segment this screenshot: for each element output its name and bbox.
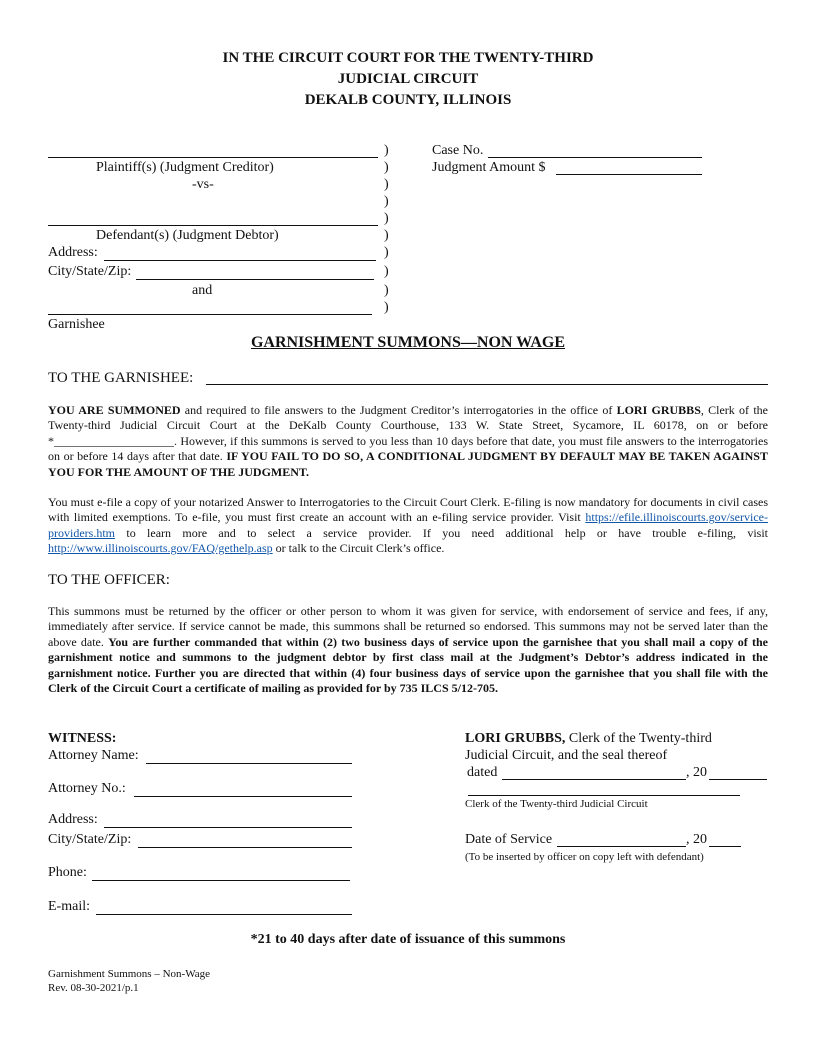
attorney-name-line[interactable] — [146, 763, 352, 764]
court-header-line-2: JUDICIAL CIRCUIT — [337, 71, 479, 87]
plaintiff-label: Plaintiff(s) (Judgment Creditor) — [96, 160, 274, 175]
caption-paren: ) — [384, 160, 389, 175]
vs-label: -vs- — [192, 177, 214, 192]
email-line[interactable] — [96, 914, 352, 915]
witness-city-label: City/State/Zip: — [48, 832, 132, 847]
efile-providers-link[interactable]: https://efile.illinoiscourts.gov/service-providers.htm — [48, 510, 768, 540]
defendant-name-line[interactable] — [48, 225, 378, 226]
caption-paren: ) — [384, 245, 389, 260]
defendant-city-line[interactable] — [136, 279, 374, 280]
caption-paren: ) — [384, 194, 389, 209]
defendant-address-label: Address: — [48, 245, 98, 260]
defendant-city-label: City/State/Zip: — [48, 264, 132, 279]
to-officer-label: TO THE OFFICER: — [48, 572, 170, 588]
case-no-line[interactable] — [488, 157, 702, 158]
defendant-label: Defendant(s) (Judgment Debtor) — [96, 228, 279, 243]
caption-paren: ) — [384, 143, 389, 158]
clerk-seal-line: Judicial Circuit, and the seal thereof — [465, 748, 668, 763]
case-no-label: Case No. — [432, 143, 484, 158]
email-label: E-mail: — [48, 899, 90, 914]
witness-address-label: Address: — [48, 812, 98, 827]
witness-label: WITNESS: — [48, 731, 117, 746]
attorney-no-label: Attorney No.: — [48, 781, 126, 796]
judgment-amount-line[interactable] — [556, 174, 702, 175]
garnishee-line[interactable] — [206, 384, 768, 385]
caption-paren: ) — [384, 177, 389, 192]
defendant-address-line[interactable] — [104, 260, 376, 261]
dated-year-line[interactable] — [709, 779, 767, 780]
summons-paragraph: YOU ARE SUMMONED and required to file answers to the Judgment Creditor’s interrogatories in the office of LORI GRUBBS, Clerk of the Twenty-third Judicial Circuit Court at the DeKalb County Courthouse, 133 W. State Street, Sycamore, IL 60178, on or before *____________________. However, if this summons is served to you less than 10 days before that date, you must file answers to the interrogatories on or before 14 days after that date. IF YOU FAIL TO DO SO, A CONDITIONAL JUDGMENT BY DEFAULT MAY BE TAKEN AGAINST YOU FOR THE AMOUNT OF THE JUDGMENT. — [48, 403, 768, 479]
clerk-signature-line[interactable] — [468, 795, 740, 796]
garnishee-name-line[interactable] — [48, 314, 372, 315]
service-year-line[interactable] — [709, 846, 741, 847]
clerk-signature-caption: Clerk of the Twenty-third Judicial Circuit — [465, 798, 648, 810]
dated-year-label: , 20 — [686, 765, 707, 780]
officer-paragraph: This summons must be returned by the officer or other person to whom it was given for service, with endorsement of service and fees, if any, immediately after service. If service cannot be made, this summons shall be returned so endorsed. This summons may not be served later than the above date. You are further commanded that within (2) two business days of service upon the garnishee that you shall mail a copy of the garnishment notice and summons to the judgment debtor by first class mail at the Judgment’s Debtor’s address indicated in the garnishment notice. Further you are directed that within (4) four business days of service upon the garnishee that you shall file with the Clerk of the Circuit Court a certificate of mailing as provided for by 735 ILCS 5/12-705. — [48, 604, 768, 696]
efile-paragraph: You must e-file a copy of your notarized Answer to Interrogatories to the Circuit Court Clerk. E-filing is now mandatory for documents in civil cases with limited exemptions. To e-file, you must first create an account with an e-filing service provider. Visit https://efile.illinoiscourts.gov/service-providers.htm to learn more and to select a service provider. If you need additional help or have trouble e-filing, visit http://www.illinoiscourts.gov/FAQ/gethelp.asp or talk to the Circuit Clerk’s office. — [48, 495, 768, 556]
court-header-line-1: IN THE CIRCUIT COURT FOR THE TWENTY-THIRD — [222, 50, 594, 66]
attorney-name-label: Attorney Name: — [48, 748, 139, 763]
date-of-service-line[interactable] — [557, 846, 686, 847]
garnishee-label: Garnishee — [48, 317, 105, 332]
officer-note: (To be inserted by officer on copy left with defendant) — [465, 851, 704, 863]
and-label: and — [192, 283, 213, 298]
witness-city-line[interactable] — [138, 847, 352, 848]
judgment-amount-label: Judgment Amount $ — [432, 160, 546, 175]
date-of-service-label: Date of Service — [465, 832, 553, 847]
issuance-footnote: *21 to 40 days after date of issuance of this summons — [250, 932, 566, 947]
form-title: GARNISHMENT SUMMONS—NON WAGE — [250, 334, 566, 351]
witness-address-line[interactable] — [104, 827, 352, 828]
phone-line[interactable] — [92, 880, 350, 881]
dated-line[interactable] — [502, 779, 686, 780]
caption-paren: ) — [384, 228, 389, 243]
efile-help-link[interactable]: http://www.illinoiscourts.gov/FAQ/gethelp.asp — [48, 541, 273, 556]
caption-paren: ) — [384, 300, 389, 315]
caption-paren: ) — [384, 283, 389, 298]
caption-paren: ) — [384, 264, 389, 279]
caption-paren: ) — [384, 211, 389, 226]
plaintiff-name-line[interactable] — [48, 157, 378, 158]
to-garnishee-label: TO THE GARNISHEE: — [48, 370, 194, 386]
footer-revision: Rev. 08-30-2021/p.1 — [48, 982, 139, 994]
clerk-title-line: LORI GRUBBS, Clerk of the Twenty-third — [465, 731, 712, 746]
service-year-label: , 20 — [686, 832, 707, 847]
dated-label: dated — [467, 765, 498, 780]
footer-form-name: Garnishment Summons – Non-Wage — [48, 968, 210, 980]
court-header-line-3: DEKALB COUNTY, ILLINOIS — [304, 92, 512, 108]
phone-label: Phone: — [48, 865, 87, 880]
attorney-no-line[interactable] — [134, 796, 352, 797]
